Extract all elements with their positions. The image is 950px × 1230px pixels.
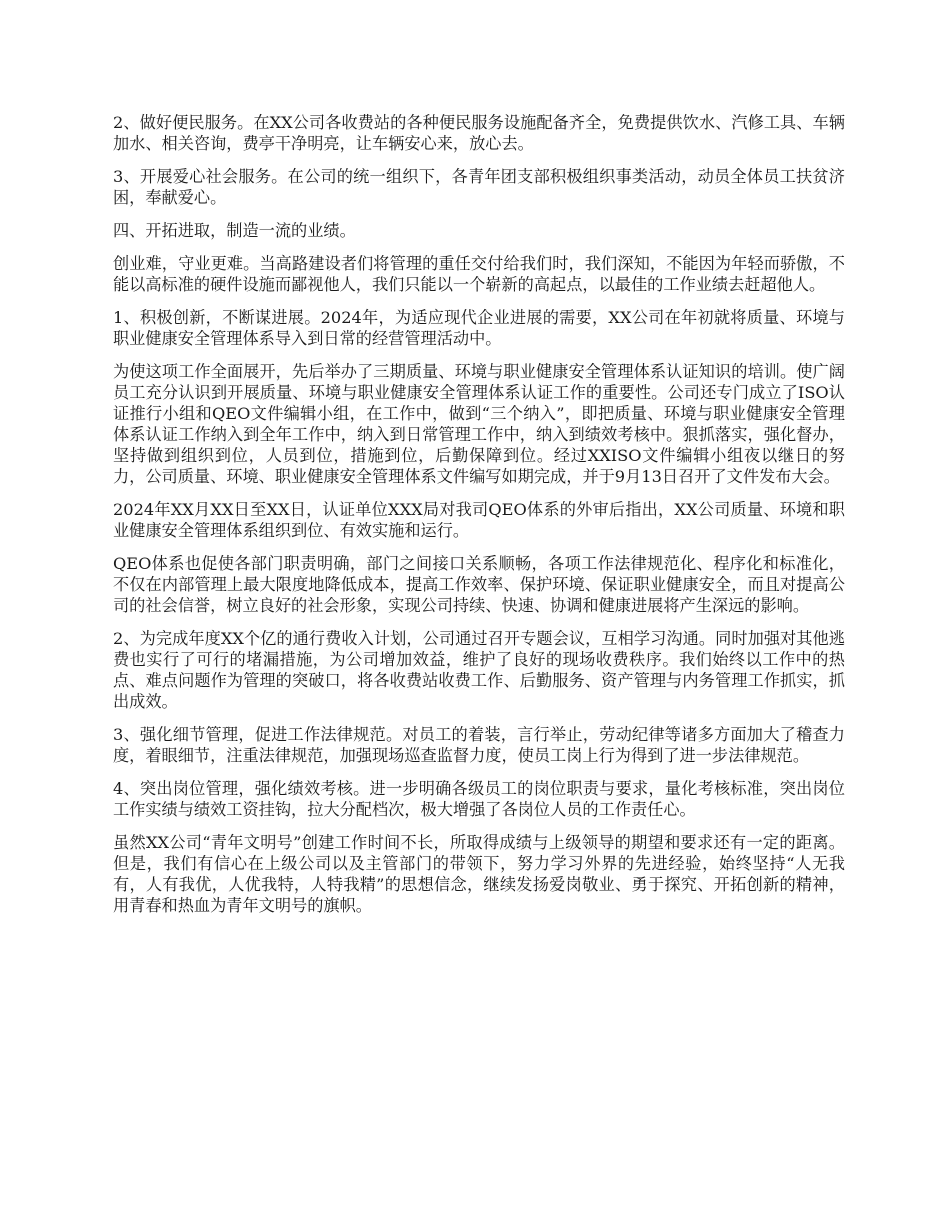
- paragraph-post-management: 4、突出岗位管理，强化绩效考核。进一步明确各级员工的岗位职责与要求，量化考核标准，突出岗位工作实绩与绩效工资挂钩，拉大分配档次，极大增强了各岗位人员的工作责任心。: [113, 779, 845, 819]
- paragraph-conclusion: 虽然XX公司“青年文明号”创建工作时间不长，所取得成绩与上级领导的期望和要求还有一定的距离。但是，我们有信心在上级公司以及主管部门的带领下，努力学习外界的先进经验，始终坚持“人无我有，人有我优，人优我特，人特我精”的思想信念，继续发扬爱岗敬业、勇于探究、开拓创新的精神，用青春和热血为青年文明号的旗帜。: [113, 833, 845, 915]
- paragraph-convenience-service: 2、做好便民服务。在XX公司各收费站的各种便民服务设施配备齐全，免费提供饮水、汽修工具、车辆加水、相关咨询，费亭干净明亮，让车辆安心来，放心去。: [113, 113, 845, 153]
- paragraph-qeo-system: QEO体系也促使各部门职责明确，部门之间接口关系顺畅，各项工作法律规范化、程序化和标准化，不仅在内部管理上最大限度地降低成本，提高工作效率、保护环境、保证职业健康安全，而且对提高公司的社会信誉，树立良好的社会形象，实现公司持续、快速、协调和健康进展将产生深远的影响。: [113, 554, 845, 615]
- paragraph-toll-revenue: 2、为完成年度XX个亿的通行费收入计划，公司通过召开专题会议，互相学习沟通。同时加强对其他逃费也实行了可行的堵漏措施，为公司增加效益，维护了良好的现场收费秩序。我们始终以工作中的热点、难点问题作为管理的突破口，将各收费站收费工作、后勤服务、资产管理与内务管理工作抓实，抓出成效。: [113, 629, 845, 711]
- paragraph-detail-management: 3、强化细节管理，促进工作法律规范。对员工的着装，言行举止，劳动纪律等诸多方面加大了稽查力度，着眼细节，注重法律规范，加强现场巡查监督力度，使员工岗上行为得到了进一步法律规范。: [113, 725, 845, 765]
- paragraph-training: 为使这项工作全面展开，先后举办了三期质量、环境与职业健康安全管理体系认证知识的培训。使广阔员工充分认识到开展质量、环境与职业健康安全管理体系认证工作的重要性。公司还专门成立了ISO认证推行小组和QEO文件编辑小组，在工作中，做到“三个纳入”，即把质量、环境与职业健康安全管理体系认证工作纳入到全年工作中，纳入到日常管理工作中，纳入到绩效考核中。狠抓落实，强化督办，坚持做到组织到位，人员到位，措施到位，后勤保障到位。经过XXISO文件编辑小组夜以继日的努力，公司质量、环境、职业健康安全管理体系文件编写如期完成，并于9月13日召开了文件发布大会。: [113, 362, 845, 486]
- paragraph-entrepreneurship: 创业难，守业更难。当高路建设者们将管理的重任交付给我们时，我们深知，不能因为年轻而骄傲，不能以高标准的硬件设施而鄙视他人，我们只能以一个崭新的高起点，以最佳的工作业绩去赶超他人。: [113, 254, 845, 294]
- section-heading-four: 四、开拓进取，制造一流的业绩。: [113, 221, 356, 240]
- paragraph-innovation: 1、积极创新，不断谋进展。2024年，为适应现代企业进展的需要，XX公司在年初就将质量、环境与职业健康安全管理体系导入到日常的经营管理活动中。: [113, 308, 845, 348]
- paragraph-charity-service: 3、开展爱心社会服务。在公司的统一组织下，各青年团支部积极组织事类活动，动员全体员工扶贫济困，奉献爱心。: [113, 167, 845, 207]
- document-body: [113, 112, 845, 928]
- paragraph-audit: 2024年XX月XX日至XX日，认证单位XXX局对我司QEO体系的外审后指出，XX公司质量、环境和职业健康安全管理体系组织到位、有效实施和运行。: [113, 500, 845, 540]
